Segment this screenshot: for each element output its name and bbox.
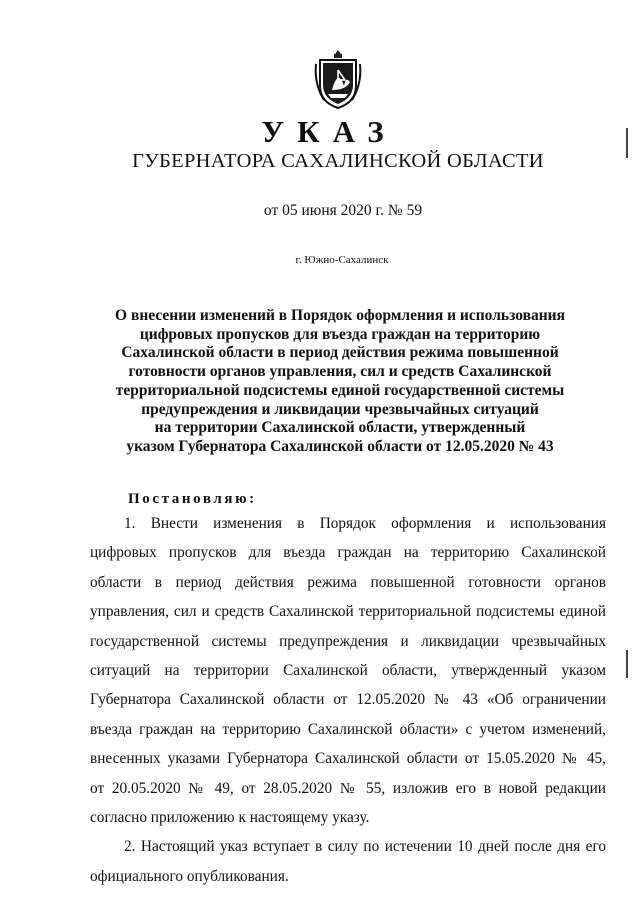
body-line: 2. Настоящий указ вступает в силу по истечении 10 дней после дня его — [124, 838, 606, 856]
body-line: цифровых пропусков для въезда граждан на территорию Сахалинской — [90, 544, 606, 562]
scan-margin-mark — [626, 128, 628, 158]
heading-line: Сахалинской области в период действия режима повышенной — [121, 344, 559, 362]
document-body — [90, 509, 606, 891]
heading-line: на территории Сахалинской области, утвержденный — [154, 419, 526, 437]
coat-of-arms-icon — [312, 46, 364, 110]
body-line: ситуаций на территории Сахалинской области, утвержденный указом — [90, 662, 606, 680]
body-line: въезда граждан на территорию Сахалинской области» с учетом изменений, — [90, 720, 606, 738]
heading-line: готовности органов управления, сил и средств Сахалинской — [128, 363, 552, 381]
decree-word: Постановляю: — [128, 491, 257, 507]
body-line: согласно приложению к настоящему указу. — [90, 809, 370, 827]
heading-line: территориальной подсистемы единой государственной системы — [115, 381, 565, 399]
document-city: г. Южно-Сахалинск — [295, 254, 389, 266]
heading-line: предупреждения и ликвидации чрезвычайных ситуаций — [141, 400, 539, 418]
heading-line: цифровых пропусков для въезда граждан на территорию — [139, 325, 541, 343]
document-date-number: от 05 июня 2020 г. № 59 — [263, 202, 423, 219]
document-title: УКАЗ — [261, 114, 397, 149]
document-subtitle: ГУБЕРНАТОРА САХАЛИНСКОЙ ОБЛАСТИ — [132, 150, 544, 172]
body-line: официального опубликования. — [90, 867, 289, 885]
body-line: государственной системы предупреждения и ликвидации чрезвычайных — [90, 632, 606, 650]
heading-line: О внесении изменений в Порядок оформления и использования — [115, 307, 565, 324]
body-line: 1. Внести изменения в Порядок оформления и использования — [124, 515, 606, 532]
body-line: от 20.05.2020 № 49, от 28.05.2020 № 55, изложив его в новой редакции — [90, 779, 606, 797]
body-line: области в период действия режима повышенной готовности органов — [90, 573, 606, 591]
heading-line: указом Губернатора Сахалинской области от 12.05.2020 № 43 — [126, 437, 554, 455]
scan-margin-mark — [626, 650, 628, 678]
body-line: внесенных указами Губернатора Сахалинской области от 15.05.2020 № 45, — [90, 750, 606, 768]
body-line: Губернатора Сахалинской области от 12.05.2020 № 43 «Об ограничении — [90, 691, 606, 709]
body-line: управления, сил и средств Сахалинской территориальной подсистемы единой — [90, 603, 606, 621]
document-heading — [100, 307, 580, 457]
